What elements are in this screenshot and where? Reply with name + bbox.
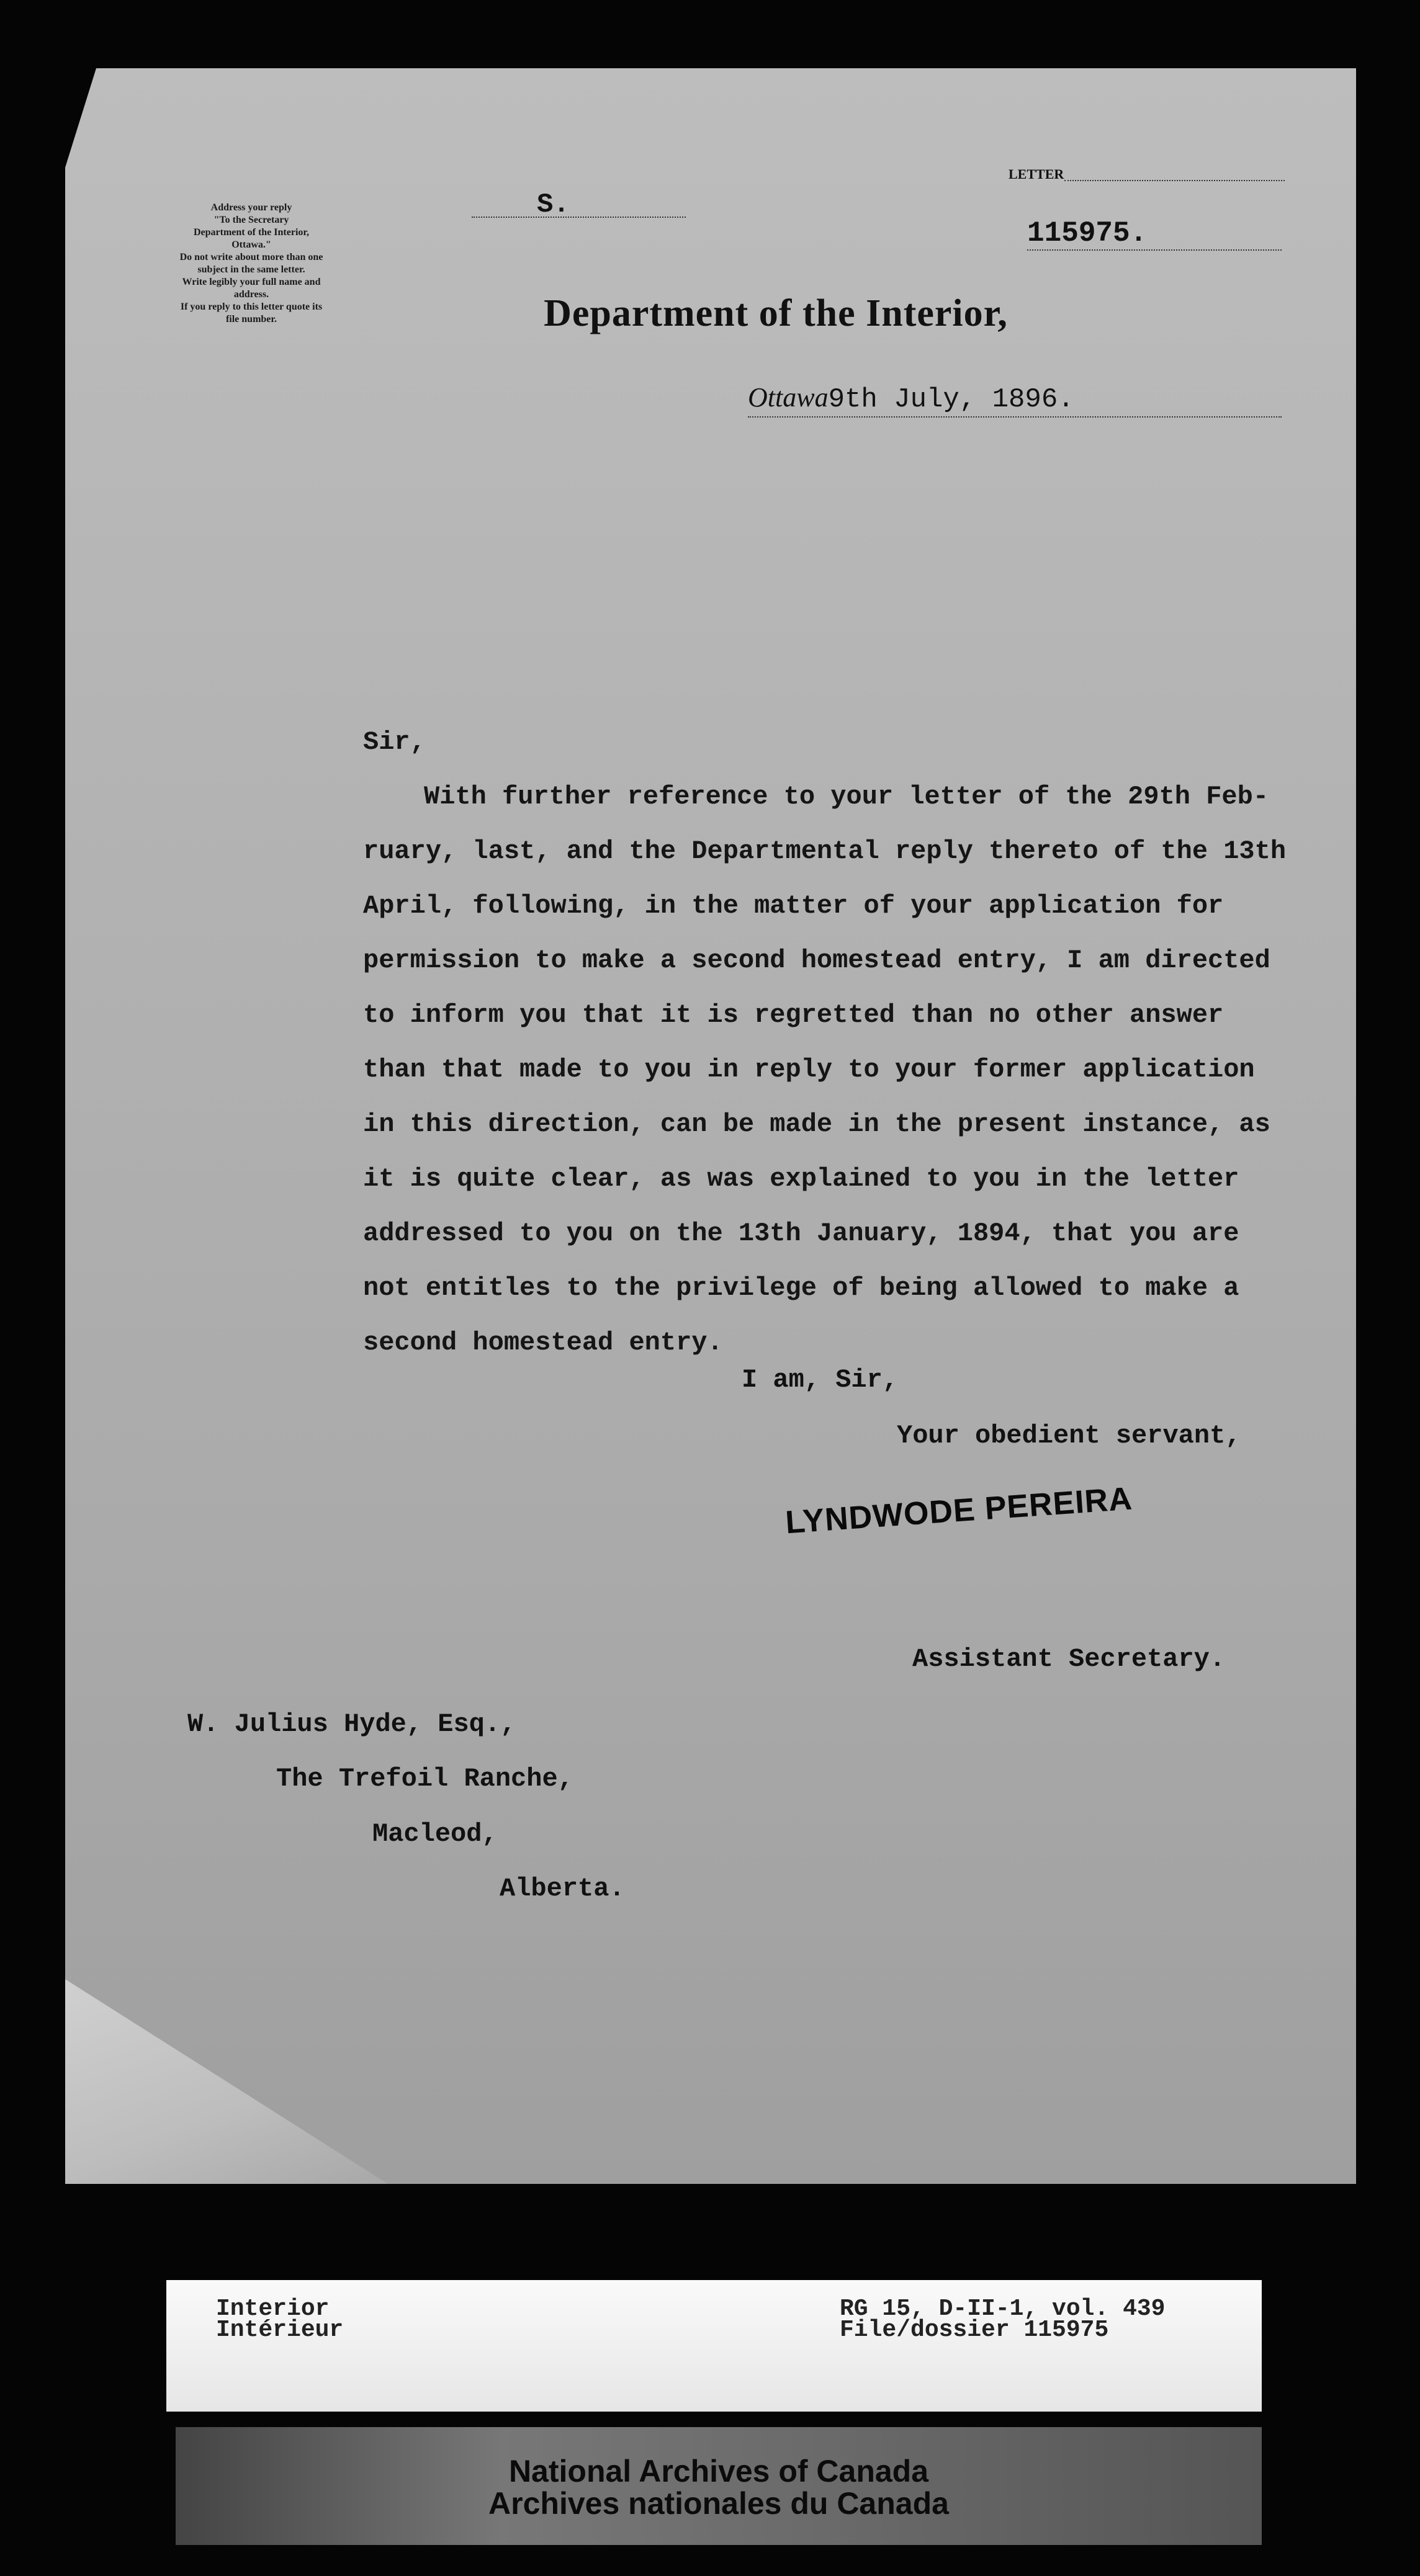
banner-text — [176, 2455, 1262, 2520]
instruction-line: Department of the Interior, — [193, 227, 310, 238]
addressee-line: Macleod, — [372, 1819, 498, 1849]
date: 9th July, 1896. — [828, 384, 1074, 415]
place-date — [748, 382, 1282, 418]
signer-title: Assistant Secretary. — [912, 1644, 1226, 1674]
banner-en: National Archives of Canada — [508, 2454, 929, 2489]
body-line: With further reference to your letter of the 29th Feb- — [424, 782, 1269, 812]
archive-label — [166, 2280, 1262, 2412]
body-line: not entitles to the privilege of being allowed to make a — [363, 1273, 1239, 1303]
addressee-line: The Trefoil Ranche, — [276, 1764, 573, 1794]
file-dossier: File/dossier 115975 — [840, 2317, 1109, 2343]
instruction-line: subject in the same letter. — [197, 264, 305, 275]
department-fr: Intérieur — [216, 2317, 344, 2343]
letter-label: LETTER — [1009, 166, 1064, 182]
s-reference-text: S. — [537, 189, 570, 220]
body-line: addressed to you on the 13th January, 1894, that you are — [363, 1219, 1239, 1248]
file-number: 115975. — [1027, 217, 1282, 251]
instruction-line: Write legibly your full name and — [182, 277, 321, 287]
department-heading: Department of the Interior, — [544, 292, 1008, 334]
body-line: to inform you that it is regretted than no other answer — [363, 1000, 1224, 1030]
reply-instructions — [140, 202, 363, 326]
instruction-line: Ottawa." — [231, 239, 271, 250]
instruction-line: Do not write about more than one — [179, 252, 323, 262]
record-group: RG 15, D-II-1, vol. 439 — [840, 2296, 1166, 2322]
archive-reference — [840, 2296, 1166, 2343]
city: Ottawa — [748, 382, 829, 413]
addressee-line: Alberta. — [500, 1874, 625, 1903]
salutation: Sir, — [363, 727, 426, 757]
instruction-line: Address your reply — [210, 202, 292, 213]
instruction-line: If you reply to this letter quote its — [180, 302, 323, 312]
instruction-line: "To the Secretary — [213, 215, 289, 225]
archive-department — [216, 2296, 344, 2343]
body-line: second homestead entry. — [363, 1328, 723, 1357]
instruction-line: file number. — [225, 314, 277, 324]
department-en: Interior — [216, 2296, 330, 2322]
body-line: permission to make a second homestead entry, I am directed — [363, 946, 1270, 975]
instruction-line: address. — [233, 289, 269, 300]
letter-body — [363, 715, 1344, 1370]
valediction: Your obedient servant, — [897, 1421, 1241, 1451]
body-line: than that made to you in reply to your former application — [363, 1055, 1255, 1085]
s-reference — [472, 189, 686, 218]
body-line: in this direction, can be made in the present instance, as — [363, 1109, 1270, 1139]
banner-fr: Archives nationales du Canada — [488, 2486, 949, 2521]
body-line: it is quite clear, as was explained to you in the letter — [363, 1164, 1239, 1194]
signature-stamp: LYNDWODE PEREIRA — [784, 1480, 1134, 1541]
closing: I am, Sir, — [742, 1365, 899, 1395]
addressee-name: W. Julius Hyde, Esq., — [187, 1709, 516, 1739]
archives-banner — [176, 2427, 1262, 2545]
letter-line — [1064, 168, 1285, 181]
body-line: April, following, in the matter of your application for — [363, 891, 1224, 921]
body-line: ruary, last, and the Departmental reply thereto of the 13th — [363, 836, 1287, 866]
